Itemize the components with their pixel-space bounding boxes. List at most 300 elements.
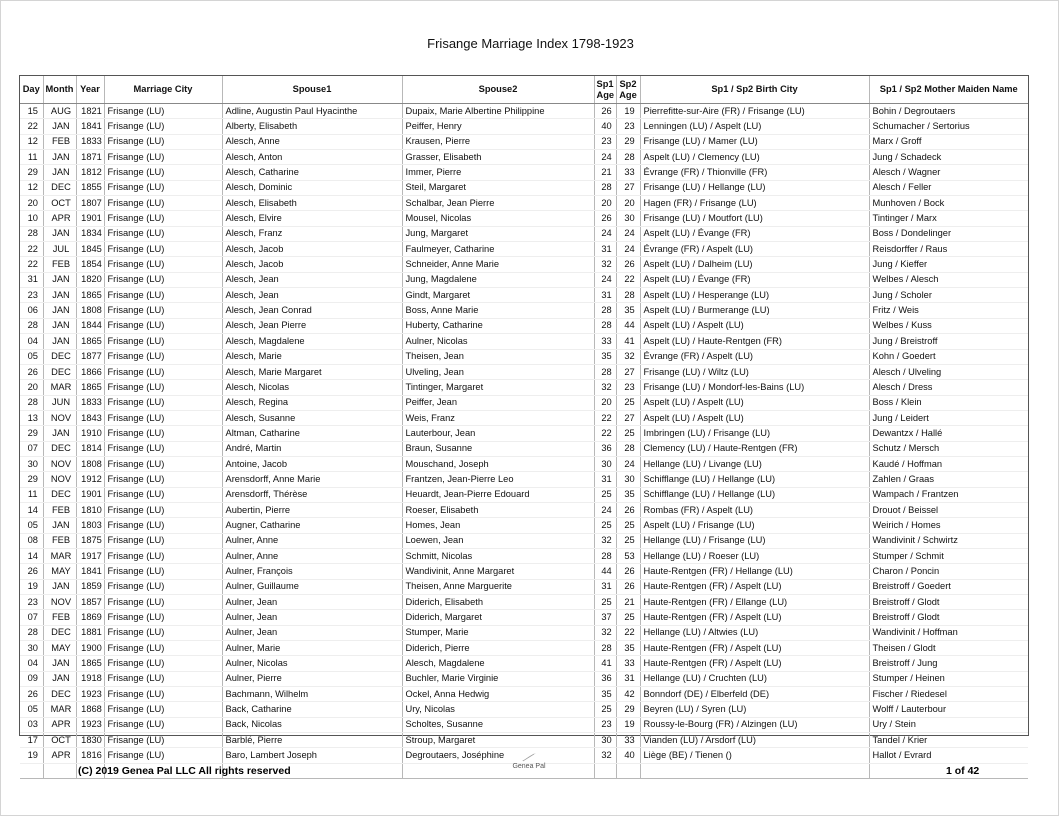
cell-sp2-age: 33: [616, 733, 640, 748]
cell-marriage-city: Frisange (LU): [104, 610, 222, 625]
cell-spouse1: Aulner, Marie: [222, 641, 402, 656]
cell-spouse1: Aulner, Pierre: [222, 671, 402, 686]
cell-birth-city: Aspelt (LU) / Frisange (LU): [640, 518, 869, 533]
cell-sp1-age: 41: [594, 656, 616, 671]
table-row: [20, 656, 1028, 671]
cell-sp2-age: 30: [616, 472, 640, 487]
cell-birth-city: Aspelt (LU) / Aspelt (LU): [640, 318, 869, 333]
cell-spouse2: Gindt, Margaret: [402, 288, 594, 303]
cell-sp1-age: 21: [594, 165, 616, 180]
cell-spouse1: Alesch, Franz: [222, 226, 402, 241]
cell-day: 04: [20, 656, 43, 671]
cell-month: JAN: [43, 288, 76, 303]
cell-birth-city: Frisange (LU) / Moutfort (LU): [640, 211, 869, 226]
cell-spouse2: Lauterbour, Jean: [402, 426, 594, 441]
cell-sp2-age: 20: [616, 196, 640, 211]
cell-day: 09: [20, 671, 43, 686]
cell-birth-city: Rombas (FR) / Aspelt (LU): [640, 502, 869, 517]
cell-day: 04: [20, 334, 43, 349]
cell-sp2-age: 25: [616, 395, 640, 410]
cell-year: 1833: [76, 134, 104, 149]
cell-sp1-age: 32: [594, 625, 616, 640]
cell-month: FEB: [43, 533, 76, 548]
cell-sp1-age: 25: [594, 595, 616, 610]
cell-marriage-city: Frisange (LU): [104, 380, 222, 395]
cell-mother-maiden-name: Jung / Schadeck: [869, 150, 1028, 165]
cell-month: NOV: [43, 456, 76, 471]
cell-year: 1865: [76, 380, 104, 395]
cell-birth-city: Hellange (LU) / Frisange (LU): [640, 533, 869, 548]
cell-sp2-age: 24: [616, 242, 640, 257]
cell-spouse1: Bachmann, Wilhelm: [222, 687, 402, 702]
cell-birth-city: Aspelt (LU) / Hesperange (LU): [640, 288, 869, 303]
cell-marriage-city: Frisange (LU): [104, 349, 222, 364]
table-row: [20, 395, 1028, 410]
cell-sp1-age: 32: [594, 748, 616, 763]
cell-spouse1: Alesch, Susanne: [222, 410, 402, 425]
cell-marriage-city: Frisange (LU): [104, 426, 222, 441]
cell-birth-city: Aspelt (LU) / Clemency (LU): [640, 150, 869, 165]
empty-cell: [594, 763, 616, 778]
cell-spouse2: Degroutaers, Joséphine: [402, 748, 594, 763]
cell-spouse1: Alesch, Anne: [222, 134, 402, 149]
cell-sp2-age: 24: [616, 226, 640, 241]
cell-spouse1: Alesch, Anton: [222, 150, 402, 165]
header-month: Month: [43, 76, 76, 104]
cell-month: APR: [43, 211, 76, 226]
cell-spouse2: Ockel, Anna Hedwig: [402, 687, 594, 702]
cell-year: 1875: [76, 533, 104, 548]
cell-sp2-age: 24: [616, 456, 640, 471]
cell-spouse2: Schneider, Anne Marie: [402, 257, 594, 272]
cell-birth-city: Hagen (FR) / Frisange (LU): [640, 196, 869, 211]
cell-spouse2: Ulveling, Jean: [402, 364, 594, 379]
cell-sp2-age: 30: [616, 211, 640, 226]
cell-day: 26: [20, 364, 43, 379]
cell-marriage-city: Frisange (LU): [104, 625, 222, 640]
table-row: [20, 165, 1028, 180]
cell-day: 23: [20, 288, 43, 303]
table-row: [20, 687, 1028, 702]
cell-spouse2: Theisen, Jean: [402, 349, 594, 364]
cell-year: 1807: [76, 196, 104, 211]
cell-mother-maiden-name: Alesch / Feller: [869, 180, 1028, 195]
cell-sp1-age: 24: [594, 150, 616, 165]
cell-mother-maiden-name: Wandivinit / Hoffman: [869, 625, 1028, 640]
cell-sp1-age: 23: [594, 134, 616, 149]
cell-marriage-city: Frisange (LU): [104, 180, 222, 195]
cell-day: 05: [20, 349, 43, 364]
cell-month: FEB: [43, 257, 76, 272]
cell-marriage-city: Frisange (LU): [104, 533, 222, 548]
cell-day: 14: [20, 502, 43, 517]
table-row: [20, 702, 1028, 717]
cell-sp2-age: 26: [616, 564, 640, 579]
header-sp1-age: Sp1 Age: [594, 76, 616, 104]
cell-mother-maiden-name: Wolff / Lauterbour: [869, 702, 1028, 717]
cell-birth-city: Aspelt (LU) / Burmerange (LU): [640, 303, 869, 318]
cell-sp1-age: 28: [594, 641, 616, 656]
cell-day: 29: [20, 165, 43, 180]
cell-mother-maiden-name: Wampach / Frantzen: [869, 487, 1028, 502]
cell-mother-maiden-name: Bohin / Degroutaers: [869, 104, 1028, 119]
cell-day: 03: [20, 717, 43, 732]
cell-month: APR: [43, 717, 76, 732]
empty-cell: [43, 763, 76, 778]
cell-year: 1901: [76, 211, 104, 226]
cell-spouse2: Faulmeyer, Catharine: [402, 242, 594, 257]
cell-sp1-age: 31: [594, 579, 616, 594]
cell-sp1-age: 31: [594, 288, 616, 303]
cell-spouse1: Alesch, Jacob: [222, 257, 402, 272]
table-row: [20, 595, 1028, 610]
cell-day: 19: [20, 579, 43, 594]
cell-month: MAY: [43, 641, 76, 656]
cell-sp1-age: 32: [594, 257, 616, 272]
table-row: [20, 548, 1028, 563]
cell-mother-maiden-name: Alesch / Dress: [869, 380, 1028, 395]
cell-spouse2: Steil, Margaret: [402, 180, 594, 195]
table-row: [20, 487, 1028, 502]
cell-month: APR: [43, 748, 76, 763]
cell-year: 1877: [76, 349, 104, 364]
cell-year: 1923: [76, 717, 104, 732]
cell-month: JAN: [43, 165, 76, 180]
cell-mother-maiden-name: Wandivinit / Schwirtz: [869, 533, 1028, 548]
cell-birth-city: Haute-Rentgen (FR) / Aspelt (LU): [640, 641, 869, 656]
table-row: [20, 610, 1028, 625]
cell-marriage-city: Frisange (LU): [104, 518, 222, 533]
cell-birth-city: Hellange (LU) / Roeser (LU): [640, 548, 869, 563]
cell-spouse2: Krausen, Pierre: [402, 134, 594, 149]
cell-sp2-age: 27: [616, 410, 640, 425]
table-row: [20, 410, 1028, 425]
cell-marriage-city: Frisange (LU): [104, 579, 222, 594]
cell-mother-maiden-name: Ury / Stein: [869, 717, 1028, 732]
cell-marriage-city: Frisange (LU): [104, 334, 222, 349]
cell-year: 1918: [76, 671, 104, 686]
cell-year: 1923: [76, 687, 104, 702]
cell-birth-city: Hellange (LU) / Livange (LU): [640, 456, 869, 471]
cell-marriage-city: Frisange (LU): [104, 242, 222, 257]
cell-year: 1814: [76, 441, 104, 456]
cell-spouse1: Aulner, Anne: [222, 548, 402, 563]
cell-year: 1834: [76, 226, 104, 241]
cell-spouse1: Alesch, Dominic: [222, 180, 402, 195]
cell-marriage-city: Frisange (LU): [104, 671, 222, 686]
cell-sp2-age: 23: [616, 119, 640, 134]
cell-sp2-age: 27: [616, 364, 640, 379]
header-mother-maiden-name: Sp1 / Sp2 Mother Maiden Name: [869, 76, 1028, 104]
cell-spouse1: Alesch, Regina: [222, 395, 402, 410]
cell-sp2-age: 25: [616, 610, 640, 625]
cell-sp2-age: 21: [616, 595, 640, 610]
table-row: [20, 211, 1028, 226]
cell-sp2-age: 31: [616, 671, 640, 686]
cell-spouse2: Buchler, Marie Virginie: [402, 671, 594, 686]
table-row: [20, 564, 1028, 579]
cell-spouse2: Theisen, Anne Marguerite: [402, 579, 594, 594]
cell-spouse2: Wandivinit, Anne Margaret: [402, 564, 594, 579]
cell-marriage-city: Frisange (LU): [104, 150, 222, 165]
cell-mother-maiden-name: Jung / Breistroff: [869, 334, 1028, 349]
cell-sp1-age: 26: [594, 104, 616, 119]
cell-spouse1: Aulner, Nicolas: [222, 656, 402, 671]
cell-day: 26: [20, 687, 43, 702]
cell-mother-maiden-name: Tandel / Krier: [869, 733, 1028, 748]
cell-mother-maiden-name: Alesch / Ulveling: [869, 364, 1028, 379]
cell-marriage-city: Frisange (LU): [104, 641, 222, 656]
cell-month: DEC: [43, 180, 76, 195]
table-row: [20, 641, 1028, 656]
cell-spouse2: Schalbar, Jean Pierre: [402, 196, 594, 211]
cell-sp2-age: 33: [616, 165, 640, 180]
cell-year: 1841: [76, 119, 104, 134]
cell-sp2-age: 28: [616, 441, 640, 456]
cell-spouse2: Grasser, Elisabeth: [402, 150, 594, 165]
feather-icon: [520, 752, 538, 762]
cell-sp2-age: 26: [616, 502, 640, 517]
cell-year: 1917: [76, 548, 104, 563]
cell-year: 1869: [76, 610, 104, 625]
cell-spouse1: Alesch, Nicolas: [222, 380, 402, 395]
cell-spouse1: Aulner, Jean: [222, 595, 402, 610]
cell-sp1-age: 32: [594, 533, 616, 548]
cell-sp2-age: 26: [616, 257, 640, 272]
cell-birth-city: Beyren (LU) / Syren (LU): [640, 702, 869, 717]
cell-sp2-age: 27: [616, 180, 640, 195]
cell-sp2-age: 32: [616, 349, 640, 364]
cell-month: DEC: [43, 487, 76, 502]
cell-marriage-city: Frisange (LU): [104, 687, 222, 702]
cell-day: 14: [20, 548, 43, 563]
cell-mother-maiden-name: Theisen / Glodt: [869, 641, 1028, 656]
cell-month: AUG: [43, 104, 76, 119]
cell-month: NOV: [43, 410, 76, 425]
cell-sp2-age: 42: [616, 687, 640, 702]
cell-birth-city: Haute-Rentgen (FR) / Hellange (LU): [640, 564, 869, 579]
cell-sp1-age: 36: [594, 441, 616, 456]
cell-sp1-age: 20: [594, 395, 616, 410]
cell-marriage-city: Frisange (LU): [104, 272, 222, 287]
cell-sp2-age: 33: [616, 656, 640, 671]
cell-spouse2: Alesch, Magdalene: [402, 656, 594, 671]
cell-year: 1803: [76, 518, 104, 533]
cell-mother-maiden-name: Weirich / Homes: [869, 518, 1028, 533]
cell-spouse1: Alesch, Marie Margaret: [222, 364, 402, 379]
cell-day: 15: [20, 104, 43, 119]
cell-marriage-city: Frisange (LU): [104, 717, 222, 732]
cell-day: 05: [20, 702, 43, 717]
cell-spouse1: Baro, Lambert Joseph: [222, 748, 402, 763]
cell-marriage-city: Frisange (LU): [104, 748, 222, 763]
cell-spouse2: Dupaix, Marie Albertine Philippine: [402, 104, 594, 119]
cell-marriage-city: Frisange (LU): [104, 119, 222, 134]
cell-sp2-age: 53: [616, 548, 640, 563]
cell-mother-maiden-name: Fritz / Weis: [869, 303, 1028, 318]
cell-spouse1: Alesch, Jean: [222, 288, 402, 303]
cell-sp1-age: 25: [594, 702, 616, 717]
cell-day: 22: [20, 119, 43, 134]
cell-marriage-city: Frisange (LU): [104, 548, 222, 563]
cell-month: DEC: [43, 349, 76, 364]
cell-month: JUN: [43, 395, 76, 410]
table-row: [20, 334, 1028, 349]
table-row: [20, 303, 1028, 318]
cell-birth-city: Pierrefitte-sur-Aire (FR) / Frisange (LU): [640, 104, 869, 119]
cell-marriage-city: Frisange (LU): [104, 733, 222, 748]
cell-mother-maiden-name: Breistroff / Jung: [869, 656, 1028, 671]
header-spouse1: Spouse1: [222, 76, 402, 104]
cell-year: 1866: [76, 364, 104, 379]
cell-sp1-age: 31: [594, 472, 616, 487]
cell-marriage-city: Frisange (LU): [104, 472, 222, 487]
cell-mother-maiden-name: Alesch / Wagner: [869, 165, 1028, 180]
cell-marriage-city: Frisange (LU): [104, 410, 222, 425]
cell-spouse1: Alesch, Elisabeth: [222, 196, 402, 211]
cell-month: JAN: [43, 303, 76, 318]
cell-spouse1: Aulner, Anne: [222, 533, 402, 548]
cell-year: 1810: [76, 502, 104, 517]
cell-mother-maiden-name: Drouot / Beissel: [869, 502, 1028, 517]
cell-day: 31: [20, 272, 43, 287]
cell-birth-city: Haute-Rentgen (FR) / Aspelt (LU): [640, 656, 869, 671]
cell-year: 1821: [76, 104, 104, 119]
cell-spouse1: Antoine, Jacob: [222, 456, 402, 471]
cell-spouse1: Alberty, Elisabeth: [222, 119, 402, 134]
cell-day: 07: [20, 441, 43, 456]
cell-day: 17: [20, 733, 43, 748]
cell-birth-city: Aspelt (LU) / Dalheim (LU): [640, 257, 869, 272]
cell-day: 30: [20, 456, 43, 471]
cell-spouse1: Alesch, Magdalene: [222, 334, 402, 349]
cell-sp2-age: 23: [616, 380, 640, 395]
cell-marriage-city: Frisange (LU): [104, 165, 222, 180]
cell-year: 1808: [76, 303, 104, 318]
cell-sp2-age: 35: [616, 641, 640, 656]
table-row: [20, 733, 1028, 748]
empty-cell: [20, 763, 43, 778]
cell-month: JAN: [43, 119, 76, 134]
empty-cell: [640, 763, 869, 778]
table-row: [20, 579, 1028, 594]
cell-day: 12: [20, 180, 43, 195]
table-row: [20, 180, 1028, 195]
cell-birth-city: Frisange (LU) / Wiltz (LU): [640, 364, 869, 379]
cell-spouse2: Homes, Jean: [402, 518, 594, 533]
cell-sp1-age: 32: [594, 380, 616, 395]
cell-sp1-age: 25: [594, 518, 616, 533]
cell-sp1-age: 28: [594, 548, 616, 563]
cell-mother-maiden-name: Welbes / Kuss: [869, 318, 1028, 333]
marriage-index-table: [20, 76, 1028, 779]
cell-marriage-city: Frisange (LU): [104, 226, 222, 241]
cell-day: 28: [20, 226, 43, 241]
copyright-notice: (C) 2019 Genea Pal LLC All rights reserved: [78, 765, 291, 777]
cell-day: 08: [20, 533, 43, 548]
table-row: [20, 671, 1028, 686]
cell-spouse2: Huberty, Catharine: [402, 318, 594, 333]
header-marriage-city: Marriage City: [104, 76, 222, 104]
cell-birth-city: Haute-Rentgen (FR) / Aspelt (LU): [640, 579, 869, 594]
cell-month: JAN: [43, 518, 76, 533]
table-row: [20, 380, 1028, 395]
cell-sp1-age: 33: [594, 334, 616, 349]
cell-mother-maiden-name: Schumacher / Sertorius: [869, 119, 1028, 134]
cell-birth-city: Hellange (LU) / Cruchten (LU): [640, 671, 869, 686]
cell-day: 29: [20, 426, 43, 441]
cell-birth-city: Évrange (FR) / Thionville (FR): [640, 165, 869, 180]
cell-year: 1844: [76, 318, 104, 333]
cell-sp2-age: 40: [616, 748, 640, 763]
cell-birth-city: Frisange (LU) / Hellange (LU): [640, 180, 869, 195]
cell-day: 11: [20, 150, 43, 165]
cell-year: 1820: [76, 272, 104, 287]
cell-year: 1854: [76, 257, 104, 272]
cell-spouse2: Diderich, Pierre: [402, 641, 594, 656]
cell-month: OCT: [43, 733, 76, 748]
table-row: [20, 272, 1028, 287]
cell-day: 22: [20, 242, 43, 257]
cell-birth-city: Hellange (LU) / Altwies (LU): [640, 625, 869, 640]
cell-spouse2: Diderich, Elisabeth: [402, 595, 594, 610]
header-birth-city: Sp1 / Sp2 Birth City: [640, 76, 869, 104]
cell-spouse2: Scholtes, Susanne: [402, 717, 594, 732]
cell-marriage-city: Frisange (LU): [104, 303, 222, 318]
table-row: [20, 257, 1028, 272]
cell-spouse2: Peiffer, Jean: [402, 395, 594, 410]
cell-spouse2: Frantzen, Jean-Pierre Leo: [402, 472, 594, 487]
cell-marriage-city: Frisange (LU): [104, 257, 222, 272]
cell-marriage-city: Frisange (LU): [104, 441, 222, 456]
cell-spouse2: Roeser, Elisabeth: [402, 502, 594, 517]
cell-spouse2: Loewen, Jean: [402, 533, 594, 548]
cell-year: 1900: [76, 641, 104, 656]
header-year: Year: [76, 76, 104, 104]
table-row: [20, 717, 1028, 732]
cell-day: 28: [20, 625, 43, 640]
cell-spouse2: Jung, Margaret: [402, 226, 594, 241]
cell-mother-maiden-name: Jung / Scholer: [869, 288, 1028, 303]
cell-spouse2: Ury, Nicolas: [402, 702, 594, 717]
cell-marriage-city: Frisange (LU): [104, 211, 222, 226]
table-header-row: [20, 76, 1028, 104]
cell-day: 12: [20, 134, 43, 149]
cell-sp2-age: 29: [616, 702, 640, 717]
cell-year: 1855: [76, 180, 104, 195]
cell-birth-city: Frisange (LU) / Mondorf-les-Bains (LU): [640, 380, 869, 395]
cell-day: 22: [20, 257, 43, 272]
cell-month: JAN: [43, 671, 76, 686]
cell-sp2-age: 25: [616, 533, 640, 548]
cell-month: FEB: [43, 502, 76, 517]
cell-spouse2: Tintinger, Margaret: [402, 380, 594, 395]
cell-sp1-age: 25: [594, 487, 616, 502]
cell-sp2-age: 19: [616, 717, 640, 732]
cell-mother-maiden-name: Welbes / Alesch: [869, 272, 1028, 287]
cell-birth-city: Roussy-le-Bourg (FR) / Alzingen (LU): [640, 717, 869, 732]
cell-mother-maiden-name: Jung / Kieffer: [869, 257, 1028, 272]
cell-day: 05: [20, 518, 43, 533]
cell-marriage-city: Frisange (LU): [104, 502, 222, 517]
marriage-index-table-container: [19, 75, 1029, 761]
cell-spouse2: Mouschand, Joseph: [402, 456, 594, 471]
table-row: [20, 441, 1028, 456]
cell-year: 1808: [76, 456, 104, 471]
cell-month: JAN: [43, 334, 76, 349]
table-row: [20, 502, 1028, 517]
cell-spouse1: Alesch, Jacob: [222, 242, 402, 257]
